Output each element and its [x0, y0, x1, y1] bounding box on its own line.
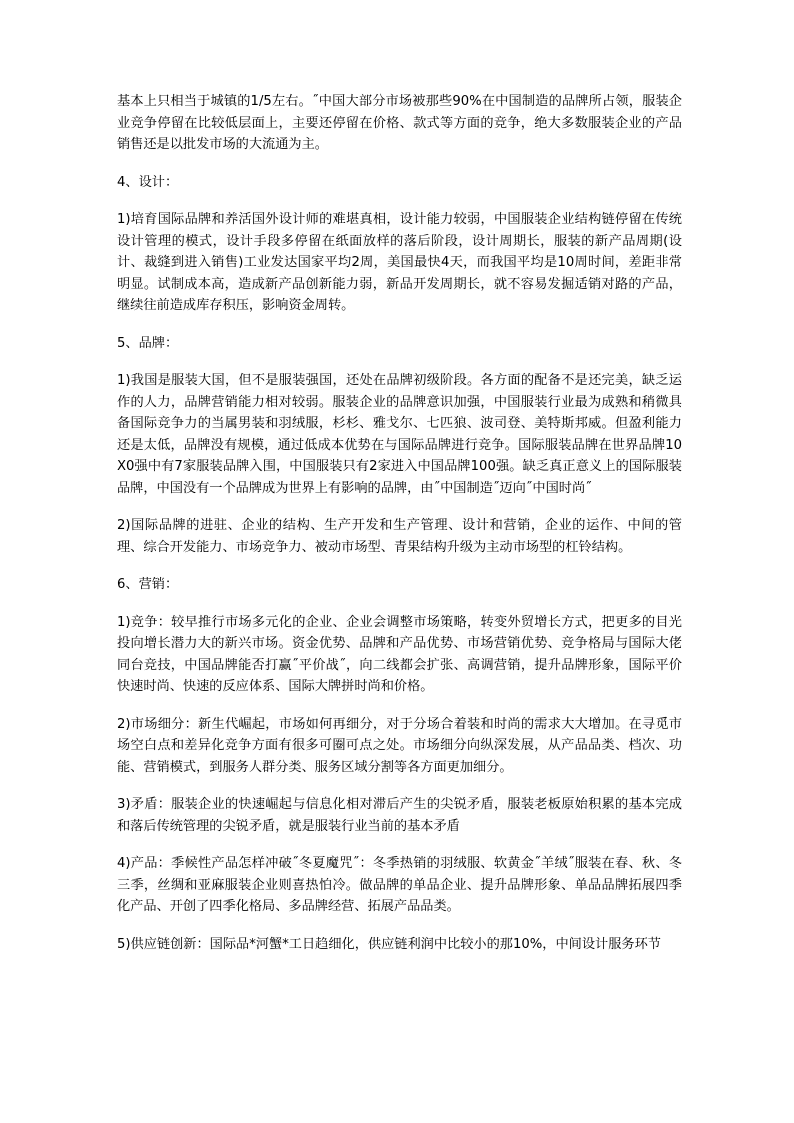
document-page [117, 91, 682, 971]
paragraph-marketing-competition: 1)竞争：较早推行市场多元化的企业、企业会调整市场策略，转变外贸增长方式，把更多的目光投向增长潜力大的新兴市场。资金优势、品牌和产品优势、市场营销优势、竞争格局与国际大佬同台竞技，中国品牌能否打赢˝平价战˝，向二线都会扩张、高调营销，提升品牌形象，国际平价快速时尚、快速的反应体系、国际大牌拼时尚和价格。 [117, 614, 682, 694]
paragraph-marketing-product: 4)产品：季候性产品怎样冲破˝冬夏魔咒˝：冬季热销的羽绒服、软黄金˝羊绒˝服装在春、秋、冬三季，丝绸和亚麻服装企业则喜热怕冷。做品牌的单品企业、提升品牌形象、单品品牌拓展四季化产品、开创了四季化格局、多品牌经营、拓展产品品类。 [117, 856, 682, 914]
section-heading-design: 4、设计： [117, 174, 179, 190]
paragraph-marketing-supply-chain: 5)供应链创新：国际品*河蟹*工日趋细化，供应链利润中比较小的那10%，中间设计服务环节 [117, 936, 661, 952]
paragraph-marketing-contradiction: 3)矛盾：服装企业的快速崛起与信息化相对滞后产生的尖锐矛盾，服装老板原始积累的基本完成和落后传统管理的尖锐矛盾，就是服装行业当前的基本矛盾 [117, 797, 682, 834]
paragraph-design-1: 1)培育国际品牌和养活国外设计师的难堪真相，设计能力较弱，中国服装企业结构链停留在传统设计管理的模式，设计手段多停留在纸面放样的落后阶段，设计周期长，服装的新产品周期(设计、裁缝到进入销售)工业发达国家平均2周，美国最快4天，而我国平均是10周时间，差距非常明显。试制成本高，造成新产品创新能力弱，新品开发周期长，就不容易发掘适销对路的产品，继续往前造成库存积压，影响资金周转。 [117, 212, 682, 313]
paragraph-brand-1: 1)我国是服装大国，但不是服装强国，还处在品牌初级阶段。各方面的配备不是还完美，缺乏运作的人力，品牌营销能力相对较弱。服装企业的品牌意识加强，中国服装行业最为成熟和稍微具备国际竞争力的当属男装和羽绒服，杉杉、雅戈尔、七匹狼、波司登、美特斯邦威。但盈利能力还是太低，品牌没有规模，通过低成本优势在与国际品牌进行竞争。国际服装品牌在世界品牌10X0强中有7家服装品牌入围，中国服装只有2家进入中国品牌100强。缺乏真正意义上的国际服装品牌，中国没有一个品牌成为世界上有影响的品牌，由˝中国制造˝迈向˝中国时尚˝ [117, 373, 682, 496]
section-heading-marketing: 6、营销： [117, 577, 179, 592]
paragraph-marketing-segmentation: 2)市场细分：新生代崛起，市场如何再细分，对于分场合着装和时尚的需求大大增加。在寻觅市场空白点和差异化竞争方面有很多可圈可点之处。市场细分向纵深发展，从产品品类、档次、功能、营销模式，到服务人群分类、服务区域分割等各方面更加细分。 [117, 716, 682, 775]
paragraph-market-summary: 基本上只相当于城镇的1/5左右。˝中国大部分市场被那些90%在中国制造的品牌所占领，服装企业竞争停留在比较低层面上，主要还停留在价格、款式等方面的竞争，绝大多数服装企业的产品销售还是以批发市场的大流通为主。 [117, 94, 682, 152]
paragraph-brand-2: 2)国际品牌的进驻、企业的结构、生产开发和生产管理、设计和营销，企业的运作、中间的管理、综合开发能力、市场竞争力、被动市场型、青果结构升级为主动市场型的杠铃结构。 [117, 518, 682, 555]
section-heading-brand: 5、品牌： [117, 335, 179, 351]
